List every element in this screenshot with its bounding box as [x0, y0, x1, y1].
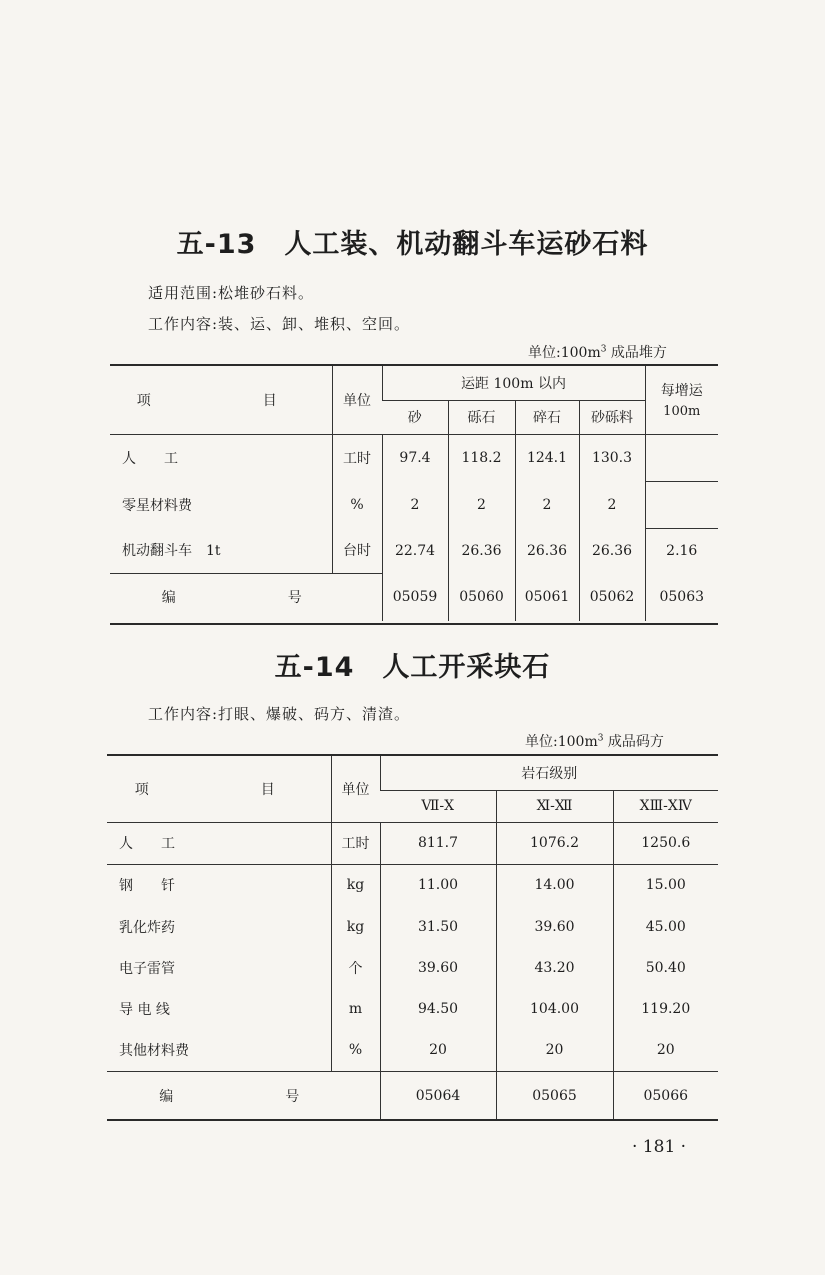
- header-rock-grade: 岩石级别: [380, 756, 718, 790]
- header-unit: 单位: [332, 366, 382, 434]
- header-grade-1: Ⅺ-Ⅻ: [496, 790, 613, 822]
- header-grade-0: Ⅶ-Ⅹ: [380, 790, 496, 822]
- section-13-title: 五-13 人工装、机动翻斗车运砂石料: [176, 229, 649, 260]
- table-row: 钢 钎 kg 11.00 14.00 15.00: [107, 864, 718, 906]
- header-grade-2: ⅩⅢ-ⅩⅣ: [613, 790, 718, 822]
- section-14-title: 五-14 人工开采块石: [274, 652, 551, 683]
- header-sub-2: 碎石: [515, 400, 579, 434]
- table-row: 人 工 工时 97.4 118.2 124.1 130.3: [110, 434, 718, 481]
- header-sub-3: 砂砾料: [579, 400, 645, 434]
- table-row: 电子雷管 个 39.60 43.20 50.40: [107, 947, 718, 988]
- table-5-14: [107, 756, 718, 1121]
- table-row: 机动翻斗车 1t 台时 22.74 26.36 26.36 26.36 2.16: [110, 528, 718, 573]
- table-bottom-rule-2: [107, 1119, 718, 1121]
- work-content-text-2: 工作内容:打眼、爆破、码方、清渣。: [148, 705, 411, 723]
- header-unit-2: 单位: [331, 756, 380, 822]
- header-sub-1: 砾石: [448, 400, 515, 434]
- header-distance-group: 运距 100m 以内: [382, 366, 645, 400]
- table-row: 导 电 线 m 94.50 104.00 119.20: [107, 988, 718, 1029]
- unit-note: 单位$:100m^3$ 成品堆方: [528, 344, 667, 361]
- table-row: 其他材料费 % 20 20 20: [107, 1029, 718, 1071]
- table-row: 零星材料费 % 2 2 2 2: [110, 481, 718, 528]
- page-number: · 181 ·: [632, 1137, 687, 1157]
- table-5-13: [110, 366, 718, 621]
- header-sub-0: 砂: [382, 400, 448, 434]
- table-row: 人 工 工时 811.7 1076.2 1250.6: [107, 822, 718, 864]
- scope-text: 适用范围:松堆砂石料。: [148, 284, 315, 302]
- table-bottom-rule: [110, 623, 718, 625]
- table-row: 乳化炸药 kg 31.50 39.60 45.00: [107, 906, 718, 947]
- header-item-2: 项 目: [107, 756, 331, 822]
- work-content-text: 工作内容:装、运、卸、堆积、空回。: [148, 315, 411, 333]
- header-extra: 每增运 100m: [645, 366, 718, 434]
- code-row-2: 编 号 05064 05065 05066: [107, 1071, 718, 1121]
- unit-note-2: 单位$:100m^3$ 成品码方: [525, 733, 664, 750]
- code-row: 编 号 05059 05060 05061 05062 05063: [110, 573, 718, 621]
- header-item: 项 目: [110, 366, 332, 434]
